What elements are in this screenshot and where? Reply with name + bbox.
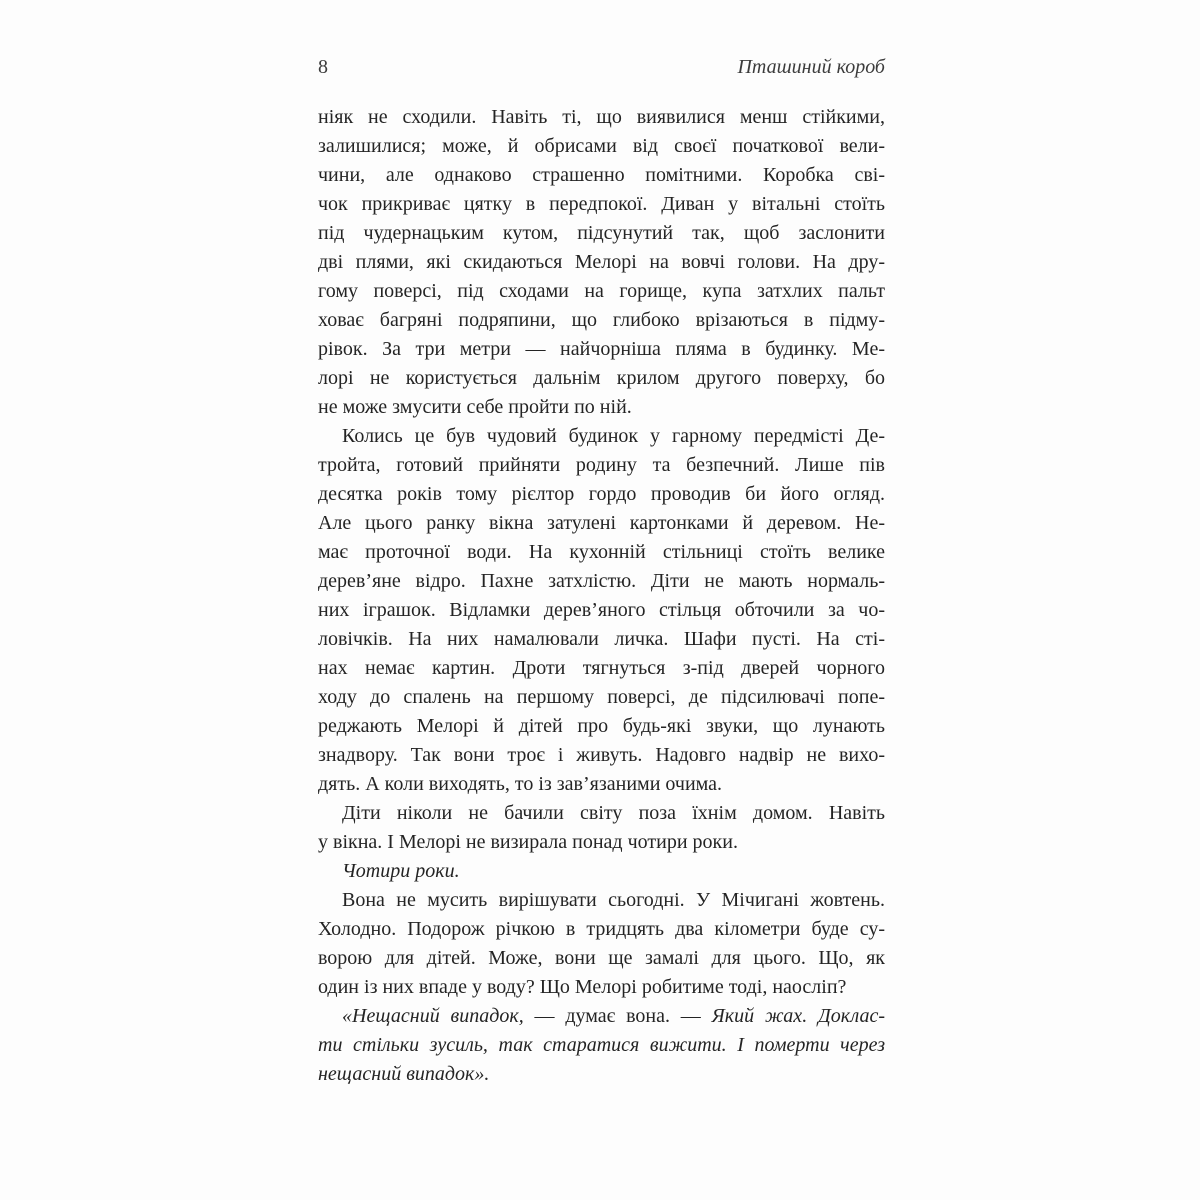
italic-text-segment: ти стільки зусиль, так старатися вижити. І померти через	[318, 1034, 885, 1056]
text-segment: тройта, готовий прийняти родину та безпечний. Лише пів	[318, 454, 885, 476]
text-line	[318, 306, 885, 335]
italic-text-segment: Чотири роки.	[342, 860, 460, 882]
text-line	[318, 944, 885, 973]
running-header	[318, 55, 885, 79]
text-line	[318, 973, 885, 1002]
text-line	[318, 741, 885, 770]
italic-text-segment: «Нещасний випадок,	[342, 1005, 524, 1027]
text-line	[318, 364, 885, 393]
text-line	[318, 1002, 885, 1031]
text-line	[318, 712, 885, 741]
text-segment: нах немає картин. Дроти тягнуться з-під дверей чорного	[318, 657, 885, 679]
text-segment: чини, але однаково страшенно помітними. Коробка сві-	[318, 164, 885, 186]
text-segment: один із них впаде у воду? Що Мелорі робитиме тоді, наосліп?	[318, 976, 847, 998]
text-line	[318, 770, 885, 799]
text-segment: дві плями, які скидаються Мелорі на вовчі голови. На дру-	[318, 251, 885, 273]
text-segment: Вона не мусить вирішувати сьогодні. У Мічигані жовтень.	[342, 889, 885, 911]
text-segment: лорі не користується дальнім крилом другого поверху, бо	[318, 367, 885, 389]
text-line	[318, 567, 885, 596]
text-segment: чок прикриває цятку в передпокої. Диван у вітальні стоїть	[318, 193, 885, 215]
text-line	[318, 857, 885, 886]
text-segment: реджають Мелорі й дітей про будь-які звуки, що лунають	[318, 715, 885, 737]
text-line	[318, 886, 885, 915]
text-line	[318, 915, 885, 944]
text-segment: дерев’яне відро. Пахне затхлістю. Діти не мають нормаль-	[318, 570, 885, 592]
text-segment: Колись це був чудовий будинок у гарному передмісті Де-	[342, 425, 885, 447]
text-line	[318, 1060, 885, 1089]
paragraph	[318, 1002, 885, 1089]
text-segment: Але цього ранку вікна затулені картонками й деревом. Не-	[318, 512, 885, 534]
text-segment: Холодно. Подорож річкою в тридцять два кілометри буде су-	[318, 918, 885, 940]
text-segment: ходу до спалень на першому поверсі, де підсилювачі попе-	[318, 686, 885, 708]
text-content	[318, 103, 885, 1089]
paragraph	[318, 103, 885, 422]
text-line	[318, 190, 885, 219]
text-segment: ніяк не сходили. Навіть ті, що виявилися менш стійкими,	[318, 106, 885, 128]
text-segment: має проточної води. На кухонній стільниці стоїть велике	[318, 541, 885, 563]
text-segment: них іграшок. Відламки дерев’яного стільця обточили за чо-	[318, 599, 885, 621]
text-segment: — думає вона. —	[523, 1005, 712, 1027]
italic-text-segment: Який жах. Доклас-	[711, 1005, 885, 1027]
text-segment: ловічків. На них намалювали личка. Шафи пусті. На сті-	[318, 628, 885, 650]
text-line	[318, 219, 885, 248]
text-segment: залишилися; може, й обрисами від своєї початкової вели-	[318, 135, 885, 157]
text-line	[318, 480, 885, 509]
text-line	[318, 1031, 885, 1060]
text-line	[318, 828, 885, 857]
text-segment: під чудернацьким кутом, підсунутий так, щоб заслонити	[318, 222, 885, 244]
text-segment: десятка років тому рієлтор гордо проводив би його огляд.	[318, 483, 885, 505]
text-line	[318, 422, 885, 451]
text-line	[318, 538, 885, 567]
text-line	[318, 509, 885, 538]
text-segment: дять. А коли виходять, то із зав’язаними очима.	[318, 773, 723, 795]
text-line	[318, 393, 885, 422]
text-segment: не може змусити себе пройти по ній.	[318, 396, 632, 418]
text-segment: рівок. За три метри — найчорніша пляма в будинку. Ме-	[318, 338, 885, 360]
text-segment: у вікна. І Мелорі не визирала понад чотири роки.	[318, 831, 738, 853]
text-line	[318, 799, 885, 828]
text-line	[318, 451, 885, 480]
text-line	[318, 103, 885, 132]
text-segment: знадвору. Так вони троє і живуть. Надовго надвір не вихо-	[318, 744, 885, 766]
text-segment: Діти ніколи не бачили світу поза їхнім домом. Навіть	[342, 802, 885, 824]
text-segment: ворою для дітей. Може, вони ще замалі для цього. Що, як	[318, 947, 885, 969]
text-line	[318, 683, 885, 712]
text-segment: гому поверсі, під сходами на горище, купа затхлих пальт	[318, 280, 885, 302]
text-line	[318, 132, 885, 161]
paragraph	[318, 799, 885, 857]
text-line	[318, 596, 885, 625]
text-segment: ховає багряні подряпини, що глибоко врізаються в підму-	[318, 309, 885, 331]
text-line	[318, 335, 885, 364]
text-line	[318, 161, 885, 190]
text-line	[318, 625, 885, 654]
italic-text-segment: нещасний випадок».	[318, 1063, 490, 1085]
paragraph	[318, 886, 885, 1002]
paragraph	[318, 857, 885, 886]
page-number: 8	[318, 56, 328, 78]
text-line	[318, 654, 885, 683]
text-line	[318, 277, 885, 306]
paragraph	[318, 422, 885, 799]
text-line	[318, 248, 885, 277]
running-title: Пташиний короб	[737, 56, 885, 78]
